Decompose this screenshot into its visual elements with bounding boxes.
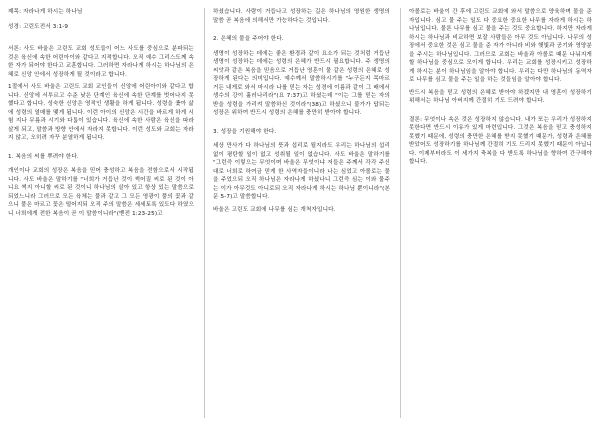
column-middle	[204, 8, 400, 418]
section-2-heading: 2. 은혜의 물을 주어야 한다.	[213, 36, 284, 42]
continuation-paragraph: 하셨습니다. 사람이 거듭나고 성장하는 길은 하나님의 영원한 생명의 말씀 곧 복음에 의해서만 가능하다는 것입니다.	[213, 9, 390, 24]
scripture-reference: 성경: 고린도전서 3:1-9	[8, 23, 69, 30]
prayer-paragraph: 반드시 복음을 믿고 성령의 은혜로 받아야 하겠지만 내 영혼이 성장하기 위해서는 하나님 아버지께 간절히 기도 드려야 합니다.	[409, 89, 592, 104]
section-3-heading: 3. 성장을 기원해야 한다.	[213, 128, 277, 135]
conclusion-paragraph: 결론: 무엇이나 속은 것은 성장하지 않습니다. 내가 또는 우리가 성장하지 못한다면 반드시 이유가 있게 마련입니다. 그것은 복음을 믿고 충성하지 못했기 때문에, 성령의 충만한 은혜를 받지 못했기 때문가, 성령과 은혜를 받았어도 성장하기를 하나님께 간절히 기도 드리지 못했기 때문이 아닙니다. 이제부터라도 이 세가지 축복을 다 받도록 하나님을 향하여 간구해야 합니다.	[409, 116, 592, 165]
introduction-paragraph-2: 1절에서 사도 바울은 고린도 교회 교인들이 신앙에 어린아이와 같다고 합니다. 신앙에 서투르고 수준 낮은 단계인 육신에 속한 단계를 벗어나지 못했다고 합니다. 성숙한 신앙은 영적인 생활을 하게 됩니다. 성령을 좇아 삶에 성령의 열매를 맺게 됩니다. 이런 아이의 신앙은 시간을 바르게 하게 시험 지나 무릎과 시기와 다툼이 있습니다. 육신에 속한 사람은 육신을 따라 살게 되고, 말씀과 방향 안에서 자라지 못합니다. 이런 성도와 교회는 자라지 않고, 오히려 자꾸 분열하게 됩니다.	[8, 84, 194, 141]
section-2-body: 생명이 성장하는 데에는 좋은 환경과 같이 요소가 되는 것처럼 거듭난 생명이 성장하는 데에는 성령의 은혜가 반드시 필요합니다. 주 생명의 씨앗과 같은 복음을 믿음으로 거듭난 영혼이 물 같은 성령의 은혜로 성장하게 된다는 의미입니다. 예수께서 말씀하시기를 "누구든지 목마르거든 내게로 와서 마시라 나를 믿는 자는 성경에 이름과 같이 그 배에서 생수의 강이 흘러나리라"(요 7:37)고 하셨는데 "이는 그를 믿는 자의 받을 성령을 가리켜 말씀하신 것이라"(38)고 하셨으니 불가가 답되는 성장은 위하여 반드시 성령의 은혜를 충만히 받아야 합니다.	[213, 50, 390, 116]
section-1-heading: 1. 복음의 씨를 뿌려야 한다.	[8, 153, 79, 160]
sermon-title: 제목: 자라나게 하시는 하나님	[8, 9, 83, 15]
section-3-body-2: 바울은 고린도 교회에 나무를 심는 개척자입니다.	[213, 206, 336, 213]
section-1-body: 개인이나 교회의 성장은 복음을 믿어 충성하고 복음을 전함으로서 시작됩니다. 사도 바울은 말하기를 "너희가 거듭난 것이 썩어질 씨로 된 것이 아니요 썩지 아니할 씨로 된 것이니 하나님의 살아 있고 항상 있는 말씀으로 되었느니라 그러므로 모든 육체는 풀과 같고 그 모든 영광이 풀의 꽃과 같으니 풀은 마르고 꽃은 떨어지되 오직 주의 말씀은 세세토록 있도다 하였으니 너희에게 전한 복음이 곧 이 말씀이니라"(벧전 1:23-25)고	[8, 168, 194, 217]
section-3-body: 세상 만사가 다 하나님의 뜻과 섭리로 될지라도 우리는 하나님의 섭리 없이 평탄할 일이 없고 성취될 일이 없습니다. 사도 바울은 말하기를 "그런즉 이렇으는 무엇이며 바울은 무엇이냐 저들은 주께서 각각 주신대로 너희로 하여금 믿게 한 사역자들이니라 나는 심었고 아볼로는 물을 주었으되 오직 하나님은 자라나게 하셨나니 그런즉 심는 이와 물주는 이가 아무것도 아니로되 오직 자라나게 하시는 하나님 뿐이니라"(본문 5-7)고 말씀합니다.	[213, 143, 390, 200]
introduction-paragraph: 서론: 사도 바울은 고린도 교회 성도들이 어느 사도를 중심으로 분파되는 것은 육신에 속한 어린아이와 같다고 지적합니다. 오직 예수 그리스도께 속한 자가 되어야 한다고 교훈합니다. 그러하면 자라나게 하시는 하나님의 은혜로 신앙 안에서 성장하게 될 것이라고 합니다.	[8, 46, 194, 78]
column-left	[8, 8, 204, 418]
continuation-paragraph-right: 아볼로는 바울이 간 후에 고린도 교회에 와서 말씀으로 양육하며 물을 준 자입니다. 심고 물 주는 일도 다 중요한 중요한 나무를 자라게 하시는 하나님입니다. 물론 나무를 심고 물을 주는 것도 중요합니다. 하지만 자라게 하시는 하나님과 비교하면 보잘 사람들은 아무 것도 아닙니다. 나무의 성장에서 중요한 것은 심고 물을 준 자가 아니라 비와 햇빛과 공기와 영양분을 주시는 하나님입니다. 그러므로 교회는 바울과 아볼로 때문 나눠지게 할 하나님을 중심으로 모이게 합니다. 우리는 교회를 성장시키고 성장하게 하시는 분이 하나님임을 알아야 합니다. 우리는 다만 하나님의 동역자로 나무를 심고 물을 주는 일을 하는 것들임을 알아야 합니다.	[409, 9, 592, 83]
column-right	[400, 8, 592, 418]
